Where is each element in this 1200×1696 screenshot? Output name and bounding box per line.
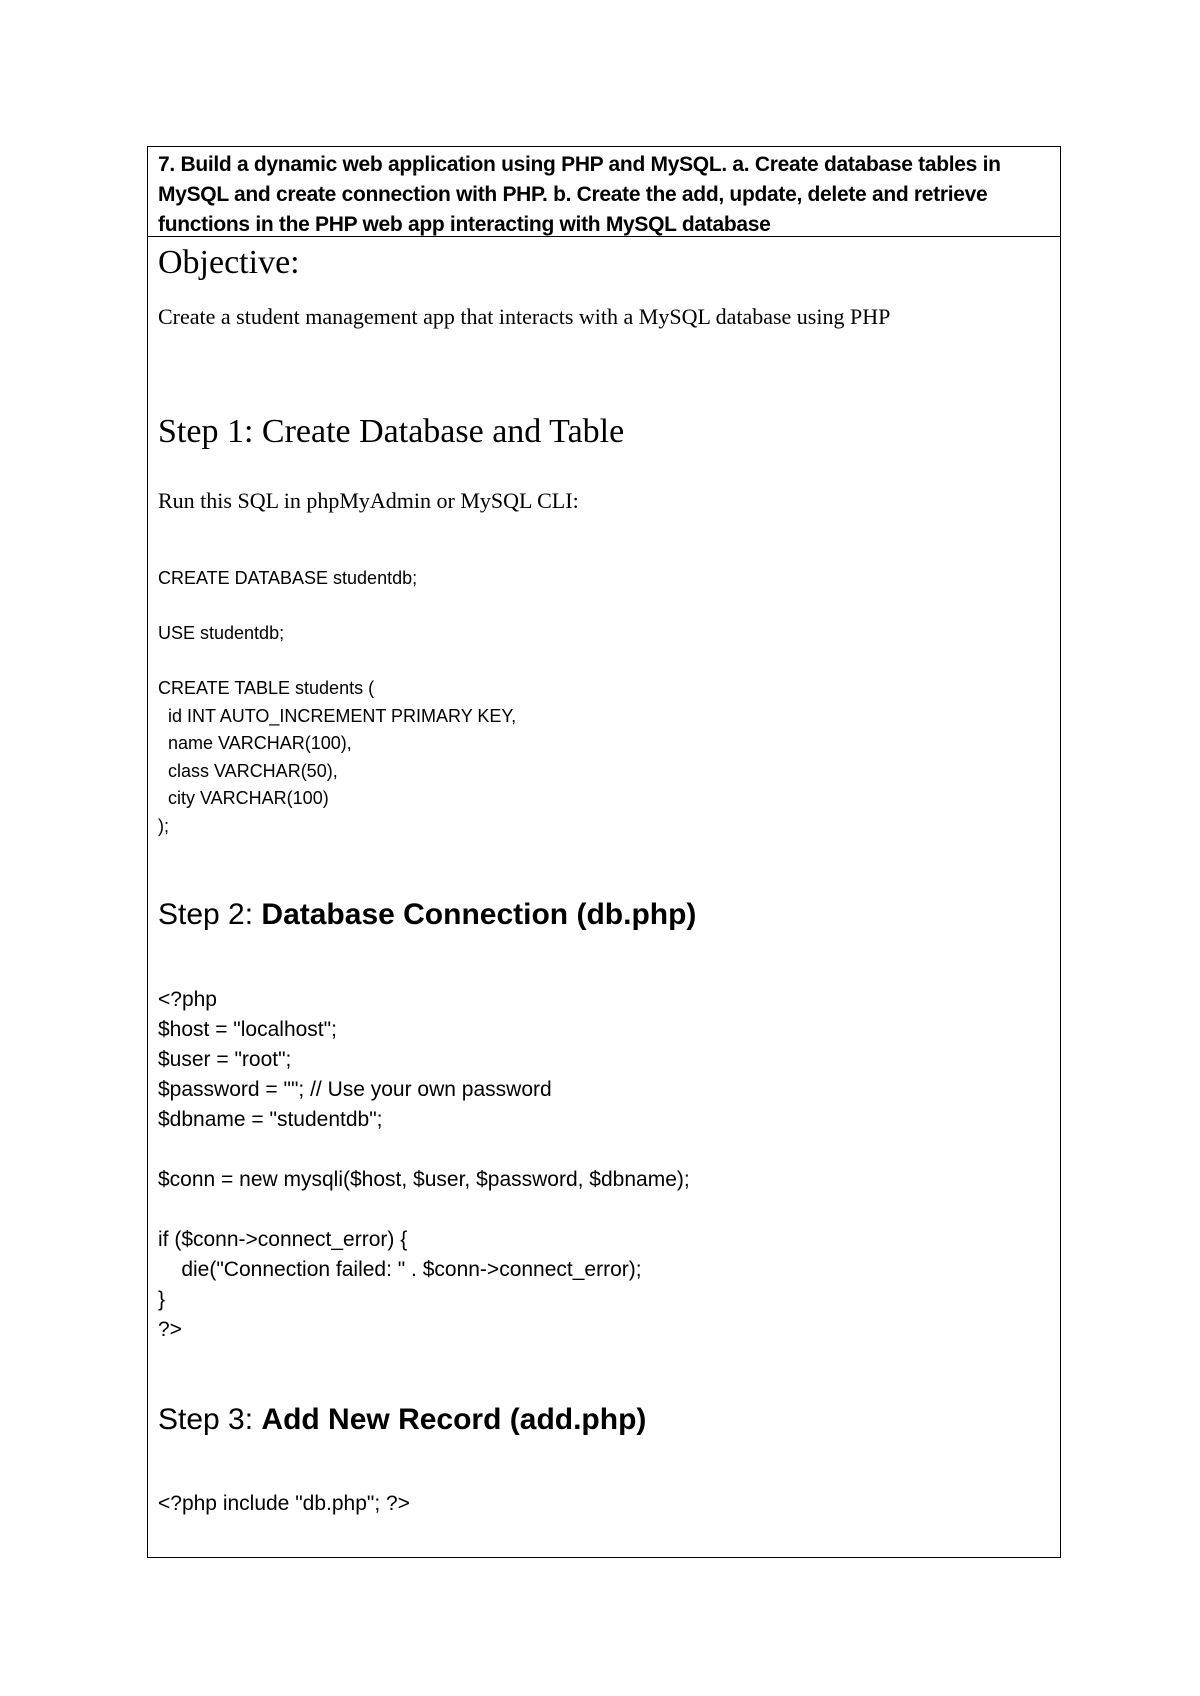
step2-prefix: Step 2:	[158, 898, 262, 931]
step1-intro: Run this SQL in phpMyAdmin or MySQL CLI:	[158, 488, 579, 513]
step1-title: Step 1: Create Database and Table	[158, 413, 625, 450]
objective-title: Objective:	[158, 244, 300, 281]
step3-title-bold: Add New Record (add.php)	[261, 1403, 647, 1436]
step3-title	[158, 1400, 646, 1440]
task-heading: 7. Build a dynamic web application using PHP and MySQL. a. Create database tables in MySQL and create connection with PHP. b. Create the add, update, delete and retrieve functions in the PHP web app interacting with MySQL database	[148, 147, 1060, 237]
step2-title-bold: Database Connection (db.php)	[261, 898, 697, 931]
add-php-code-line: <?php include "db.php"; ?>	[158, 1492, 410, 1515]
step3-prefix: Step 3:	[158, 1403, 262, 1436]
content-cell	[158, 237, 1050, 1557]
objective-text: Create a student management app that interacts with a MySQL database using PHP	[158, 304, 891, 329]
step2-title	[158, 895, 696, 935]
db-php-code-block: <?php $host = "localhost"; $user = "root"; $password = ""; // Use your own password $dbname = "studentdb"; $conn = new mysqli($host, $user, $password, $dbname); if ($conn->connect_error) { die("Connection failed: " . $conn->connect_error); } ?>	[158, 988, 690, 1341]
sql-code-block: CREATE DATABASE studentdb; USE studentdb; CREATE TABLE students ( id INT AUTO_INCREMENT PRIMARY KEY, name VARCHAR(100), class VARCHAR(50), city VARCHAR(100) );	[158, 568, 517, 836]
document-table	[147, 146, 1061, 1558]
